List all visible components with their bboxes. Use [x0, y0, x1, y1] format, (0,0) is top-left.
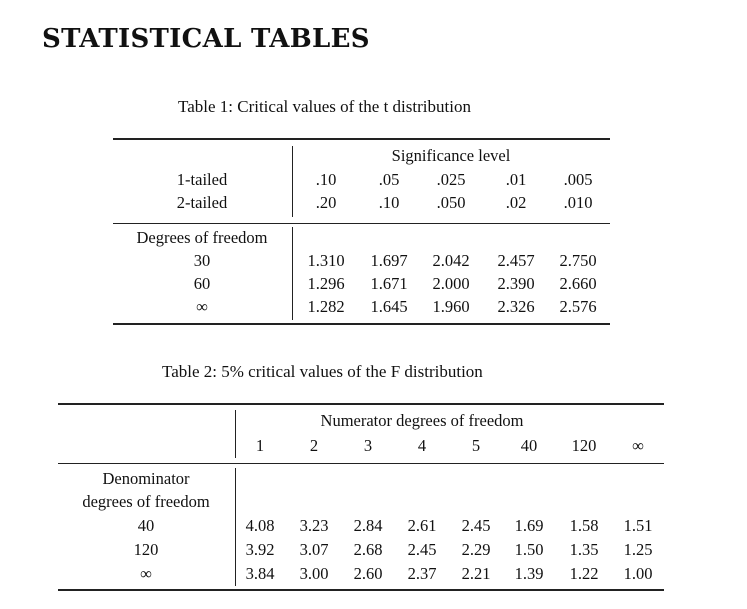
table1-divider-bottom [292, 227, 293, 320]
table1-value-cell: 1.697 [370, 251, 408, 270]
table1-value-cell: 2.457 [497, 251, 535, 270]
table2-numerator-cell: 1 [255, 436, 265, 455]
table2-value-cell: 1.00 [623, 564, 653, 583]
table1-value-cell: 2.660 [559, 274, 597, 293]
table1-2tailed-cell: .010 [563, 193, 593, 212]
table2-value-cell: 2.60 [353, 564, 383, 583]
table1-1tailed-cell: .10 [315, 170, 337, 189]
table2-value-cell: 2.84 [353, 516, 383, 535]
table2-section-label-line2: degrees of freedom [82, 492, 210, 511]
table2-value-cell: 1.25 [623, 540, 653, 559]
table1-value-cell: 1.296 [307, 274, 345, 293]
table2-bottom-rule [58, 589, 664, 591]
table1-value-cell: 1.310 [307, 251, 345, 270]
table2-numerator-cell: 40 [520, 436, 538, 455]
table2-value-cell: 3.07 [299, 540, 329, 559]
table2-value-cell: 2.45 [461, 516, 491, 535]
table2-value-cell: 1.22 [569, 564, 599, 583]
table2-value-cell: 2.21 [461, 564, 491, 583]
table1-section-label: Degrees of freedom [136, 228, 268, 247]
table1-header-span: Significance level [391, 146, 511, 165]
table2-value-cell: 2.61 [407, 516, 437, 535]
table1-1tailed-cell: .05 [378, 170, 400, 189]
table2-value-cell: 2.37 [407, 564, 437, 583]
table1-bottom-rule [113, 323, 610, 325]
table2-value-cell: 1.39 [514, 564, 544, 583]
table1-caption: Table 1: Critical values of the t distribution [178, 97, 471, 116]
page-title: STATISTICAL TABLES [42, 24, 370, 54]
table2-value-cell: 2.29 [461, 540, 491, 559]
table1-value-cell: 1.645 [370, 297, 408, 316]
table2-mid-rule [58, 463, 664, 464]
table1-2tailed-cell: .02 [505, 193, 527, 212]
table2-numerator-cell: 120 [571, 436, 597, 455]
table2-numerator-cell: 4 [417, 436, 427, 455]
table1-value-cell: 2.326 [497, 297, 535, 316]
table2-header-span: Numerator degrees of freedom [320, 411, 524, 430]
table1-df-label: 30 [193, 251, 211, 270]
table2-value-cell: 1.58 [569, 516, 599, 535]
table2-df-label: 120 [133, 540, 159, 559]
table1-2tailed-cell: .10 [378, 193, 400, 212]
table2-caption: Table 2: 5% critical values of the F distribution [162, 362, 483, 381]
table1-value-cell: 1.282 [307, 297, 345, 316]
table1-value-cell: 2.000 [432, 274, 470, 293]
table2-value-cell: 2.68 [353, 540, 383, 559]
table1-df-label: 60 [193, 274, 211, 293]
table1-value-cell: 2.576 [559, 297, 597, 316]
table2-numerator-cell: 5 [471, 436, 481, 455]
table1-row-label-1tailed: 1-tailed [176, 170, 228, 189]
table1-value-cell: 2.390 [497, 274, 535, 293]
table1-2tailed-cell: .050 [436, 193, 466, 212]
table1-mid-rule [113, 223, 610, 224]
table2-value-cell: 2.45 [407, 540, 437, 559]
table1-value-cell: 2.750 [559, 251, 597, 270]
table2-value-cell: 3.84 [245, 564, 275, 583]
table2-value-cell: 3.00 [299, 564, 329, 583]
table2-value-cell: 3.23 [299, 516, 329, 535]
table2-section-label-line1: Denominator [102, 469, 190, 488]
table2-value-cell: 4.08 [245, 516, 275, 535]
table2-value-cell: 1.51 [623, 516, 653, 535]
table2-top-rule [58, 403, 664, 405]
table1-2tailed-cell: .20 [315, 193, 337, 212]
table1-value-cell: 1.671 [370, 274, 408, 293]
table1-row-label-2tailed: 2-tailed [176, 193, 228, 212]
table1-1tailed-cell: .005 [563, 170, 593, 189]
table1-df-label: ∞ [196, 297, 208, 316]
table1-value-cell: 1.960 [432, 297, 470, 316]
table2-df-label: ∞ [140, 564, 152, 583]
table1-value-cell: 2.042 [432, 251, 470, 270]
table1-top-rule [113, 138, 610, 140]
table2-value-cell: 1.69 [514, 516, 544, 535]
table1-1tailed-cell: .01 [505, 170, 527, 189]
table2-numerator-cell: 2 [309, 436, 319, 455]
table1-divider-top [292, 146, 293, 217]
table2-divider-top [235, 410, 236, 458]
table2-df-label: 40 [137, 516, 155, 535]
table2-value-cell: 3.92 [245, 540, 275, 559]
table2-value-cell: 1.50 [514, 540, 544, 559]
table2-divider-bottom [235, 468, 236, 586]
table1-1tailed-cell: .025 [436, 170, 466, 189]
table2-numerator-cell: ∞ [632, 436, 644, 455]
table2-value-cell: 1.35 [569, 540, 599, 559]
table2-numerator-cell: 3 [363, 436, 373, 455]
